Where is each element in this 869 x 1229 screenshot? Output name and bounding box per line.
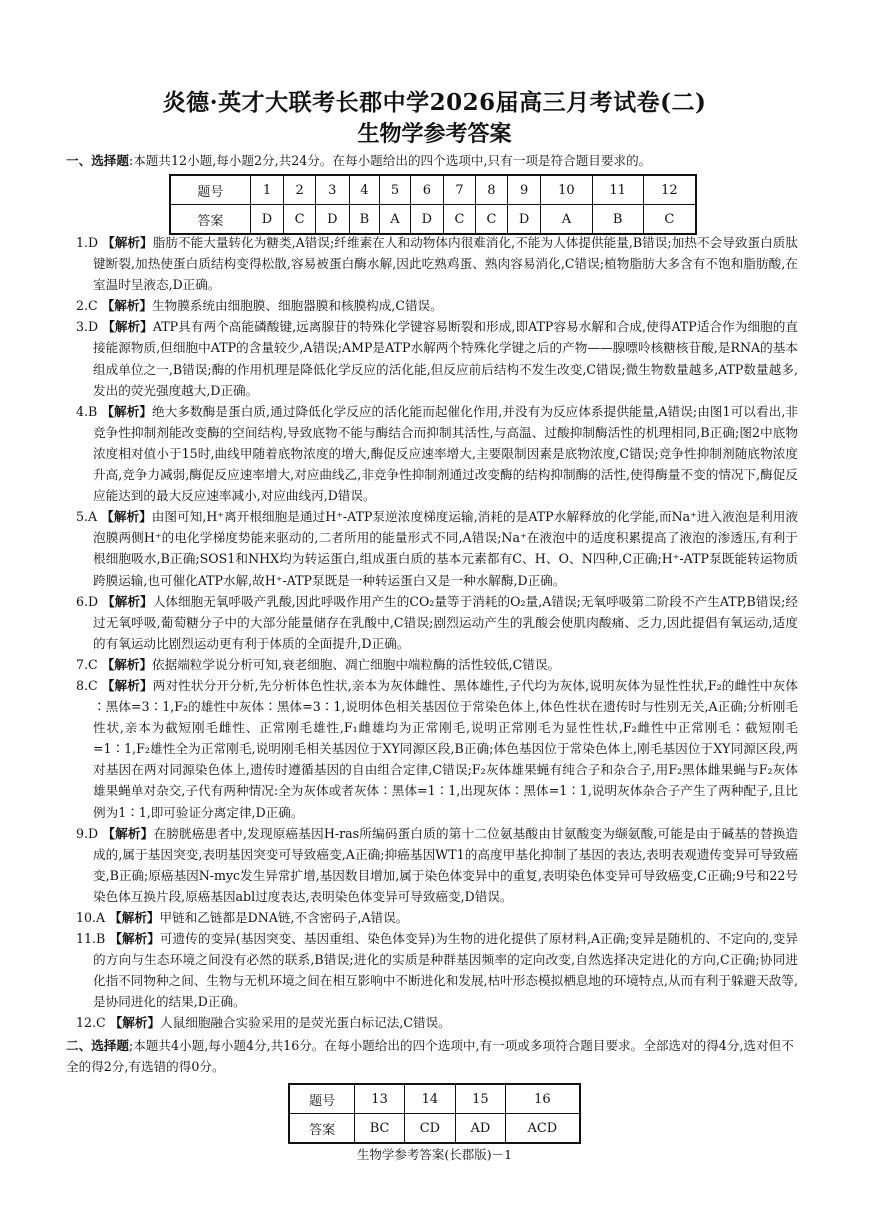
list-item (76, 295, 798, 316)
table-cell: A (541, 205, 592, 235)
table-cell: 7 (444, 175, 476, 205)
table-cell: 8 (475, 175, 507, 205)
item-number: 11.B (76, 931, 110, 947)
table-cell: ACD (505, 1114, 580, 1144)
item-number: 5.A (76, 509, 102, 525)
answer-table-2 (288, 1083, 581, 1144)
table-cell: D (316, 205, 349, 235)
section2-heading (66, 1035, 806, 1077)
list-item (76, 823, 798, 907)
analysis-tag: 【解析】 (109, 910, 160, 925)
section1-description: :本题共12小题,每小题2分,共24分。在每小题给出的四个选项中,只有一项是符合题目要求的。 (128, 153, 652, 168)
analysis-tag: 【解析】 (102, 319, 153, 335)
item-body: 两对性状分开分析,先分析体色性状,亲本为灰体雌性、黑体雄性,子代均为灰体,说明灰体为显性性状,F₂的雌性中灰体∶黑体=3∶1,F₂的雄性中灰体∶黑体=3∶1,说明体色相关基因位于常染色体上,体色性状在遗传时与性别无关,A正确;分析刚毛性状,亲本为截短刚毛雌性、正常刚毛雄性,F₁雌雄均为正常刚毛,说明正常刚毛为显性性状,F₂雌性中正常刚毛∶截短刚毛=1∶1,F₂雄性全为正常刚毛,说明刚毛相关基因位于XY同源区段,B正确;体色基因位于常染色体上,刚毛基因位于XY同源区段,两对基因在两对同源染色体上,遗传时遵循基因的自由组合定律,C错误;F₂灰体雄果蝇有纯合子和杂合子,用F₂黑体雌果蝇与F₂灰体雄果蝇单对杂交,子代有两种情况:全为灰体或者灰体∶黑体=1∶1,出现灰体∶黑体=1∶1,说明灰体杂合子产生了两种配子,且比例为1∶1,即可验证分离定律,D正确。 (93, 677, 799, 820)
item-body: 绝大多数酶是蛋白质,通过降低化学反应的活化能而起催化作用,并没有为反应体系提供能量,A错误;由图1可以看出,非竞争性抑制剂能改变酶的空间结构,导致底物不能与酶结合而抑制其活性,与高温、过酸抑制酶活性的机理相同,B正确;图2中底物浓度相对值小于15时,曲线甲随着底物浓度的增大,酶促反应速率增大,主要限制因素是底物浓度,C错误;竞争性抑制剂随底物浓度升高,竞争力减弱,酶促反应速率增大,对应曲线乙,非竞争性抑制剂通过改变酶的结构抑制酶的活性,使得酶量不变的情况下,酶促反应能达到的最大反应速率减小,对应曲线丙,D错误。 (93, 403, 798, 504)
table-cell: C (284, 205, 316, 235)
item-number: 3.D (76, 319, 103, 335)
analysis-tag: 【解析】 (109, 931, 160, 947)
list-item (76, 232, 798, 295)
table-cell: C (643, 205, 696, 235)
analysis-tag: 【解析】 (101, 403, 153, 419)
table-cell: D (250, 205, 283, 235)
table-cell: CD (404, 1114, 455, 1144)
item-body: 人体细胞无氧呼吸产乳酸,因此呼吸作用产生的CO₂量等于消耗的O₂量,A错误;无氧呼吸第二阶段不产生ATP,B错误;经过无氧呼吸,葡萄糖分子中的大部分能量储存在乳酸中,C错误;剧烈运动产生的乳酸会使肌肉酸痛、乏力,因此提倡有氧运动,适度的有氧运动比剧烈运动更有利于体质的全面提升,D正确。 (93, 593, 798, 651)
list-item (76, 654, 798, 675)
section1-heading (66, 150, 806, 171)
list-item (76, 506, 798, 590)
item-body: 依据端粒学说分析可知,衰老细胞、凋亡细胞中端粒酶的活性较低,C错误。 (152, 656, 561, 672)
item-body: ATP具有两个高能磷酸键,远离腺苷的特殊化学键容易断裂和形成,即ATP容易水解和合成,使得ATP适合作为细胞的直接能源物质,但细胞中ATP的含量较少,A错误;AMP是ATP水解两个特殊化学键之后的产物——腺嘌呤核糖核苷酸,是RNA的基本组成单位之一,B错误;酶的作用机理是降低化学反应的活化能,但反应前后结构不发生改变,C错误;微生物数量越多,ATP数量越多,发出的荧光强度越大,D正确。 (93, 319, 798, 398)
analysis-tag: 【解析】 (101, 656, 153, 672)
analysis-tag: 【解析】 (102, 235, 153, 250)
table-cell: C (444, 205, 476, 235)
table-cell: 5 (380, 175, 410, 205)
table-cell: 2 (284, 175, 316, 205)
row-label: 答案 (289, 1114, 355, 1144)
list-item (76, 401, 798, 506)
analysis-tag: 【解析】 (101, 298, 153, 314)
item-body: 人鼠细胞融合实验采用的是荧光蛋白标记法,C错误。 (160, 1015, 451, 1031)
item-body: 生物膜系统由细胞膜、细胞器膜和核膜构成,C错误。 (152, 298, 443, 314)
table-cell: D (507, 205, 540, 235)
list-item (76, 1012, 798, 1033)
table-cell: 16 (505, 1084, 580, 1114)
table-cell: 4 (349, 175, 380, 205)
list-item (76, 316, 798, 400)
analysis-tag: 【解析】 (101, 509, 152, 525)
item-body: 可遗传的变异(基因突变、基因重组、染色体变异)为生物的进化提供了原材料,A正确;变异是随机的、不定向的,变异的方向与生态环境之间没有必然的联系,B错误;进化的实质是种群基因频率的定向改变,自然选择决定进化的方向,C正确;协同进化指不同物种之间、生物与无机环境之间在相互影响中不断进化和发展,枯叶形态模拟栖息地的环境特点,从而有利于躲避天敌等,是协同进化的结果,D正确。 (93, 931, 799, 1010)
section2-title: 二、选择题 (66, 1038, 129, 1053)
document-subtitle: 生物学参考答案 (357, 122, 512, 147)
analysis-tag: 【解析】 (101, 677, 153, 693)
table-row-answers (289, 1114, 580, 1144)
table-cell: AD (455, 1114, 505, 1144)
item-number: 2.C (76, 298, 102, 314)
analysis-tag: 【解析】 (109, 1015, 161, 1031)
analysis-tag: 【解析】 (102, 593, 153, 609)
table-row-answers (170, 205, 696, 235)
table-cell: 3 (316, 175, 349, 205)
table-cell: 15 (455, 1084, 505, 1114)
table-cell: 9 (507, 175, 540, 205)
table-cell: 12 (643, 175, 696, 205)
item-number: 4.B (76, 403, 102, 419)
item-number: 12.C (76, 1015, 110, 1031)
table-cell: 14 (404, 1084, 455, 1114)
table-row-numbers (170, 175, 696, 205)
exam-title: 炎德·英才大联考长郡中学2026届高三月考试卷(二) (162, 89, 707, 116)
table-cell: B (592, 205, 643, 235)
list-item (76, 675, 798, 823)
analysis-tag: 【解析】 (102, 825, 154, 841)
table-cell: 13 (355, 1084, 405, 1114)
item-number: 7.C (76, 656, 102, 672)
row-label: 题号 (289, 1084, 355, 1114)
item-number: 1.D (76, 235, 103, 250)
table-cell: 10 (541, 175, 592, 205)
table-cell: 1 (250, 175, 283, 205)
item-body: 在膀胱癌患者中,发现原癌基因H-ras所编码蛋白质的第十二位氨基酸由甘氨酸变为缬氨酸,可能是由于碱基的替换造成的,属于基因突变,表明基因突变可导致癌变,A正确;抑癌基因WT1的高度甲基化抑制了基因的表达,表明表观遗传变异可导致癌变,B正确;原癌基因N-myc发生异常扩增,基因数目增加,属于染色体变异中的重复,表明染色体变异可导致癌变,C正确;9号和22号染色体互换片段,原癌基因abl过度表达,表明染色体变异可导致癌变,D错误。 (93, 825, 798, 904)
row-label: 答案 (170, 205, 250, 235)
table-cell: A (380, 205, 410, 235)
item-body: 由图可知,H⁺离开根细胞是通过H⁺-ATP泵逆浓度梯度运输,消耗的是ATP水解释放的化学能,而Na⁺进入液泡是利用液泡膜两侧H⁺的电化学梯度势能来驱动的,二者所用的能量形式不同,A错误;Na⁺在液泡中的适度积累提高了液泡的渗透压,有利于根细胞吸水,B正确;SOS1和NHX均为转运蛋白,组成蛋白质的基本元素都有C、H、O、N四种,C正确;H⁺-ATP泵既能转运物质跨膜运输,也可催化ATP水解,故H⁺-ATP泵既是一种转运蛋白又是一种水解酶,D正确。 (93, 509, 798, 588)
table-cell: C (475, 205, 507, 235)
table-row-numbers (289, 1084, 580, 1114)
item-number: 6.D (76, 593, 103, 609)
item-number: 8.C (76, 677, 102, 693)
list-item (76, 907, 798, 928)
table-cell: BC (355, 1114, 405, 1144)
explanations-list (76, 232, 798, 1034)
answer-table-1 (169, 174, 697, 235)
item-number: 9.D (76, 825, 103, 841)
list-item (76, 591, 798, 654)
section2-description: ;本题共4小题,每小题4分,共16分。在每小题给出的四个选项中,有一项或多项符合题目要求。全部选对的得4分,选对但不全的得2分,有选错的得0分。 (66, 1038, 794, 1074)
page-footer: 生物学参考答案(长郡版)－1 (356, 1147, 513, 1162)
item-body: 脂肪不能大量转化为糖类,A错误;纤维素在人和动物体内很难消化,不能为人体提供能量,B错误;加热不会导致蛋白质肽键断裂,加热使蛋白质结构变得松散,容易被蛋白酶水解,因此吃熟鸡蛋、熟肉容易消化,C错误;植物脂肪大多含有不饱和脂肪酸,在室温时呈液态,D正确。 (93, 235, 798, 293)
item-body: 甲链和乙链都是DNA链,不含密码子,A错误。 (159, 910, 409, 925)
list-item (76, 928, 798, 1012)
item-number: 10.A (76, 910, 110, 925)
table-cell: B (349, 205, 380, 235)
row-label: 题号 (170, 175, 250, 205)
table-cell: D (410, 205, 443, 235)
table-cell: 11 (592, 175, 643, 205)
section1-title: 一、选择题 (66, 153, 129, 168)
table-cell: 6 (410, 175, 443, 205)
